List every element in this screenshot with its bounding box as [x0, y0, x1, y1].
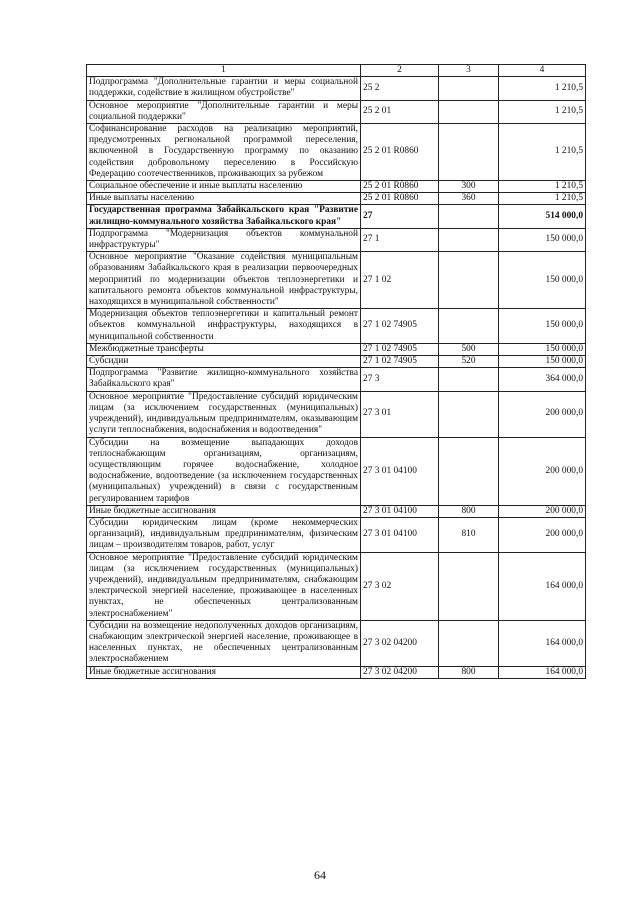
table-row: [87, 517, 586, 552]
row-name-cell: Субсидии на возмещение выпадающих доходов теплоснабжающим организациям, организациям, осуществляющим горячее водоснабжение, холодное водоснабжение, водоотведение (за исключением государственных (муниципальных) учреждений) в связи с государственным регулированием тарифов: [87, 437, 361, 505]
row-code-cell: 27 1 02 74905: [361, 356, 439, 368]
row-vr-cell: [439, 391, 499, 437]
row-name-cell: Иные бюджетные ассигнования: [87, 505, 361, 517]
table-row: [87, 368, 586, 391]
row-code-cell: 27 3 01 04100: [361, 505, 439, 517]
row-code-cell: 27 1: [361, 228, 439, 251]
table-row: [87, 228, 586, 251]
table-row: [87, 666, 586, 678]
table-row: [87, 620, 586, 666]
row-name-cell: Софинансирование расходов на реализацию мероприятий, предусмотренных региональной программой переселения, включенной в Государственную программу по оказанию содействия добровольному переселению в Российскую Федерацию соотечественников, проживающих за рубежом: [87, 124, 361, 181]
row-code-cell: 27 3: [361, 368, 439, 391]
row-vr-cell: [439, 552, 499, 620]
row-amount-cell: 164 000,0: [499, 620, 586, 666]
row-amount-cell: 1 210,5: [499, 100, 586, 123]
row-name-cell: Государственная программа Забайкальского края "Развитие жилищно-коммунального хозяйства Забайкальского края": [87, 205, 361, 228]
row-amount-cell: 200 000,0: [499, 517, 586, 552]
page-number: 64: [314, 868, 326, 882]
budget-table: [86, 64, 586, 679]
row-vr-cell: 800: [439, 505, 499, 517]
header-cell-3: 3: [439, 65, 499, 77]
row-code-cell: 25 2 01: [361, 100, 439, 123]
table-row: [87, 77, 586, 100]
row-vr-cell: [439, 228, 499, 251]
row-amount-cell: 514 000,0: [499, 205, 586, 228]
row-amount-cell: 164 000,0: [499, 666, 586, 678]
row-amount-cell: 364 000,0: [499, 368, 586, 391]
header-cell-1: 1: [87, 65, 361, 77]
row-amount-cell: 200 000,0: [499, 437, 586, 505]
row-name-cell: Подпрограмма "Развитие жилищно-коммунального хозяйства Забайкальского края": [87, 368, 361, 391]
row-name-cell: Иные бюджетные ассигнования: [87, 666, 361, 678]
table-row: [87, 391, 586, 437]
row-code-cell: 27 3 02 04200: [361, 620, 439, 666]
row-name-cell: Иные выплаты населению: [87, 193, 361, 205]
row-vr-cell: 810: [439, 517, 499, 552]
row-vr-cell: 520: [439, 356, 499, 368]
row-vr-cell: [439, 205, 499, 228]
row-code-cell: 27 3 02 04200: [361, 666, 439, 678]
header-cell-2: 2: [361, 65, 439, 77]
row-name-cell: Модернизация объектов теплоэнергетики и капитальный ремонт объектов коммунальной инфраструктуры, находящихся в муниципальной собственности: [87, 309, 361, 344]
header-cell-4: 4: [499, 65, 586, 77]
row-name-cell: Межбюджетные трансферты: [87, 343, 361, 355]
row-name-cell: Основное мероприятие "Дополнительные гарантии и меры социальной поддержки": [87, 100, 361, 123]
row-amount-cell: 150 000,0: [499, 309, 586, 344]
row-amount-cell: 1 210,5: [499, 181, 586, 193]
table-row: [87, 505, 586, 517]
row-code-cell: 27 1 02: [361, 252, 439, 309]
row-name-cell: Подпрограмма "Дополнительные гарантии и меры социальной поддержки, содействие в жилищном обустройстве": [87, 77, 361, 100]
row-vr-cell: [439, 100, 499, 123]
row-vr-cell: [439, 437, 499, 505]
table-row: [87, 124, 586, 181]
row-amount-cell: 150 000,0: [499, 356, 586, 368]
row-name-cell: Основное мероприятие "Предоставление субсидий юридическим лицам (за исключением государственных (муниципальных) учреждений), индивидуальным предпринимателям, оказывающим услуги теплоснабжения, водоснабжения и водоотведения": [87, 391, 361, 437]
row-amount-cell: 150 000,0: [499, 343, 586, 355]
row-name-cell: Подпрограмма "Модернизация объектов коммунальной инфраструктуры": [87, 228, 361, 251]
table-row: [87, 205, 586, 228]
row-vr-cell: 300: [439, 181, 499, 193]
row-vr-cell: [439, 252, 499, 309]
row-amount-cell: 164 000,0: [499, 552, 586, 620]
table-row: [87, 193, 586, 205]
table-row: [87, 309, 586, 344]
row-amount-cell: 200 000,0: [499, 391, 586, 437]
row-amount-cell: 150 000,0: [499, 228, 586, 251]
table-row: [87, 552, 586, 620]
row-name-cell: Субсидии юридическим лицам (кроме некоммерческих организаций), индивидуальным предпринимателям, физическим лицам – производителям товаров, работ, услуг: [87, 517, 361, 552]
row-amount-cell: 150 000,0: [499, 252, 586, 309]
row-code-cell: 27 3 01: [361, 391, 439, 437]
row-code-cell: 25 2 01 R0860: [361, 124, 439, 181]
row-vr-cell: [439, 620, 499, 666]
row-code-cell: 27 1 02 74905: [361, 343, 439, 355]
row-code-cell: 27 3 01 04100: [361, 517, 439, 552]
row-vr-cell: 360: [439, 193, 499, 205]
table-row: [87, 252, 586, 309]
row-name-cell: Субсидии на возмещение недополученных доходов организациям, снабжающим электрической энергией население, проживающее в населенных пунктах, не обеспеченных централизованным электроснабжением: [87, 620, 361, 666]
row-name-cell: Социальное обеспечение и иные выплаты населению: [87, 181, 361, 193]
row-amount-cell: 1 210,5: [499, 77, 586, 100]
table-row: [87, 437, 586, 505]
row-code-cell: 27 3 01 04100: [361, 437, 439, 505]
row-vr-cell: [439, 309, 499, 344]
row-vr-cell: 800: [439, 666, 499, 678]
row-vr-cell: [439, 368, 499, 391]
table-row: [87, 356, 586, 368]
header-row: [87, 65, 586, 77]
table-row: [87, 100, 586, 123]
row-name-cell: Субсидии: [87, 356, 361, 368]
row-vr-cell: [439, 77, 499, 100]
row-code-cell: 27 3 02: [361, 552, 439, 620]
row-name-cell: Основное мероприятие "Предоставление субсидий юридическим лицам (за исключением государственных (муниципальных) учреждений), индивидуальным предпринимателям, снабжающим электрической энергией население, проживающее в населенных пунктах, не обеспеченных централизованным электроснабжением": [87, 552, 361, 620]
row-vr-cell: [439, 124, 499, 181]
row-code-cell: 27 1 02 74905: [361, 309, 439, 344]
row-code-cell: 25 2: [361, 77, 439, 100]
row-amount-cell: 1 210,5: [499, 124, 586, 181]
row-vr-cell: 500: [439, 343, 499, 355]
row-code-cell: 27: [361, 205, 439, 228]
row-amount-cell: 200 000,0: [499, 505, 586, 517]
row-name-cell: Основное мероприятие "Оказание содействия муниципальным образованиям Забайкальского края в реализации первоочередных мероприятий по модернизации объектов теплоэнергетики и капитального ремонта объектов коммунальной инфраструктуры, находящихся в муниципальной собственности": [87, 252, 361, 309]
table-row: [87, 343, 586, 355]
table-row: [87, 181, 586, 193]
row-code-cell: 25 2 01 R0860: [361, 181, 439, 193]
row-amount-cell: 1 210,5: [499, 193, 586, 205]
row-code-cell: 25 2 01 R0860: [361, 193, 439, 205]
